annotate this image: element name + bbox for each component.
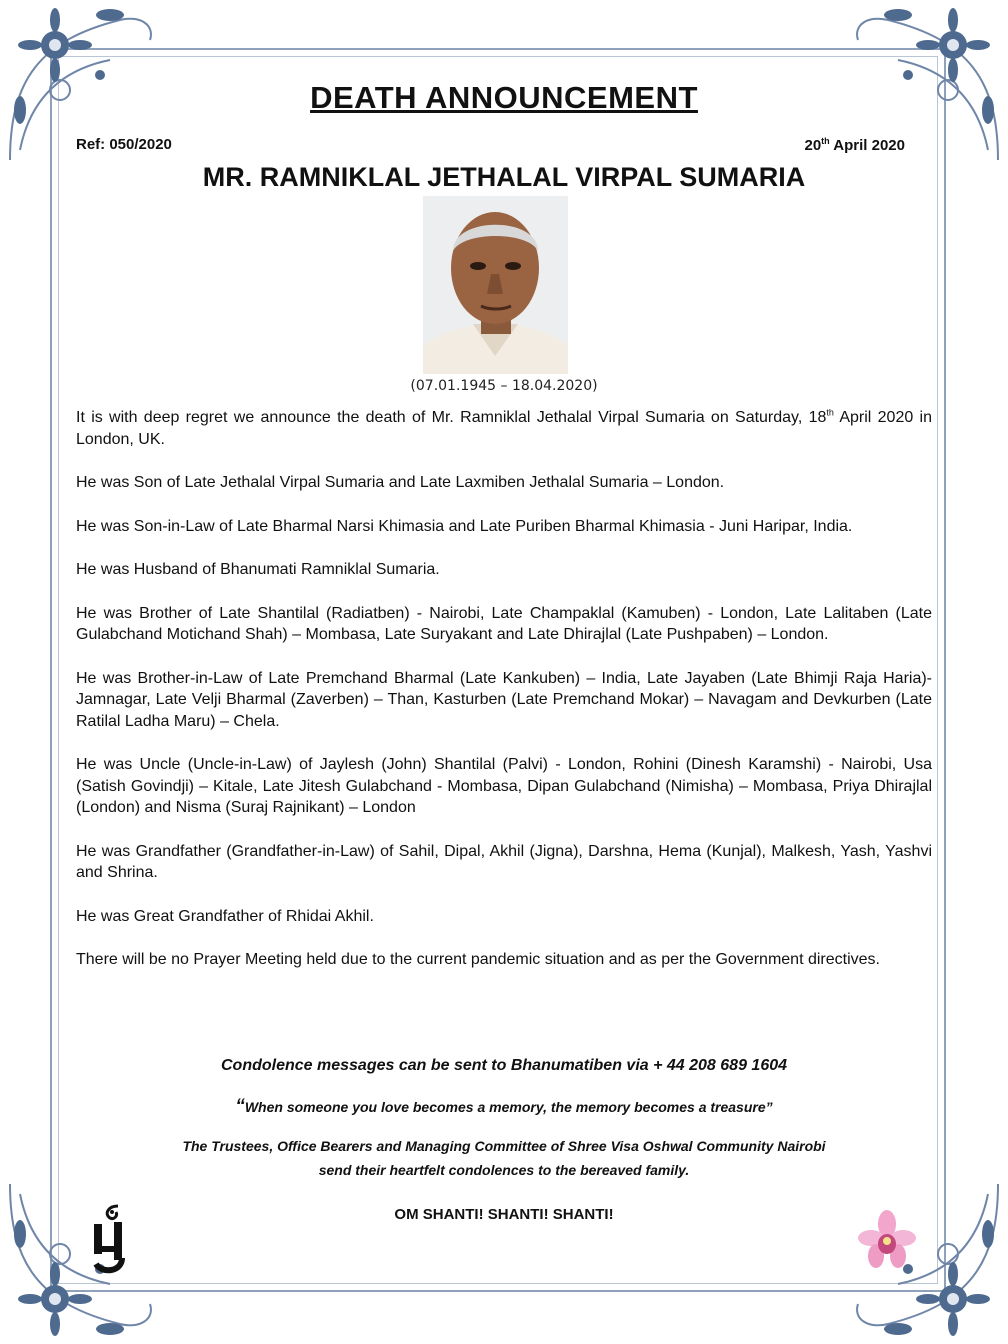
paragraph-grandfather-of: He was Grandfather (Grandfather-in-Law) of Sahil, Dipal, Akhil (Jigna), Darshna, Hema (Kunjal), Malkesh, Yash, Yashvi and Shrina.	[76, 842, 932, 881]
paragraph-husband-of: He was Husband of Bhanumati Ramniklal Sumaria.	[76, 561, 440, 578]
deceased-name: MR. RAMNIKLAL JETHALAL VIRPAL SUMARIA	[202, 162, 806, 192]
trustees-message: The Trustees, Office Bearers and Managing Committee of Shree Visa Oshwal Community Nairobi send their heartfelt condolences to the bereaved family.	[182, 1138, 826, 1178]
paragraph-son-of: He was Son of Late Jethalal Virpal Sumaria and Late Laxmiben Jethalal Sumaria – London.	[76, 474, 725, 491]
life-dates: (07.01.1945 – 18.04.2020)	[410, 378, 598, 394]
paragraph-prayer-meeting: There will be no Prayer Meeting held due to the current pandemic situation and as per the Government directives.	[76, 951, 880, 968]
portrait-photo	[423, 196, 568, 374]
orchid-flower-icon	[858, 1208, 916, 1274]
reference-number: Ref: 050/2020	[76, 136, 172, 153]
paragraph-death-notice: It is with deep regret we announce the death of Mr. Ramniklal Jethalal Virpal Sumaria on Saturday, 18th April 2020 in London, UK.	[76, 407, 933, 448]
paragraph-great-grandfather-of: He was Great Grandfather of Rhidai Akhil.	[76, 907, 374, 925]
om-shanti: OM SHANTI! SHANTI! SHANTI!	[394, 1206, 614, 1223]
memorial-quote: “When someone you love becomes a memory, the memory becomes a treasure”	[235, 1096, 773, 1117]
paragraph-uncle-of: He was Uncle (Uncle-in-Law) of Jaylesh (John) Shantilal (Palvi) - London, Rohini (Dinesh Karamshi) - Nairobi, Usa (Satish Govindji) – Kitale, Late Jitesh Gulabchand - Mombasa, Dipan Gulabchand (Nimisha) – Mombasa, Priya Dhirajlal (London) and Nisma (Suraj Rajnikant) – London	[76, 756, 932, 816]
paragraph-brother-in-law-of: He was Brother-in-Law of Late Premchand Bharmal (Late Kankuben) – India, Late Jayaben (Late Bhimji Raja Haria)- Jamnagar, Late Velji Bharmal (Zaverben) – Than, Kasturben (Late Premchand Mokar) – Navagam and Devkurben (Late Ratilal Ladha Maru) – Chela.	[76, 669, 932, 730]
announcement-date: 20th April 2020	[804, 136, 905, 154]
paragraph-son-in-law-of: He was Son-in-Law of Late Bharmal Narsi Khimasia and Late Puriben Bharmal Khimasia - Juni Haripar, India.	[76, 517, 853, 535]
paragraph-brother-of: He was Brother of Late Shantilal (Radiatben) - Nairobi, Late Champaklal (Kamuben) - London, Late Lalitaben (Late Gulabchand Motichand Shah) – Mombasa, Late Suryakant and Late Dhirajlal (Late Pushpaben) – London.	[76, 604, 932, 643]
floral-corner-bottom-left-icon	[0, 1174, 170, 1344]
page-title: DEATH ANNOUNCEMENT	[310, 80, 698, 115]
announcement-body	[76, 407, 932, 993]
jain-symbol-icon	[88, 1202, 136, 1278]
condolence-contact: Condolence messages can be sent to Bhanumatiben via + 44 208 689 1604	[220, 1057, 788, 1074]
